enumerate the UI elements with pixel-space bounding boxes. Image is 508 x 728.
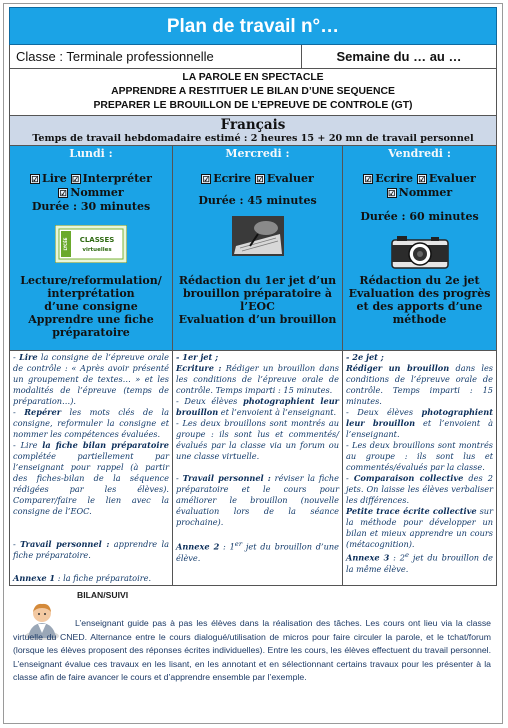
checkbox-icon: ☑ [71,174,80,184]
task-list [343,172,496,224]
activity-line: Lecture/reformulation/ [20,274,162,287]
detail-paragraph: - Lire la fiche bilan préparatoire complétée partiellement par l’enseignant pour rappel (à partir des fiches-bilan de la séquence rédigées par les élèves). Comparer/faire le lien avec la consigne de l’EOC. [13,440,169,516]
task: Lire [42,172,67,185]
checkbox-icon: ☑ [418,174,426,184]
bilan-section [9,586,497,706]
activity-line: interprétation [47,287,135,300]
task: Interpréter [82,172,152,185]
activity-line: brouillon préparatoire à [182,287,333,300]
activity-line: et des apports d’une [356,300,483,313]
day-column-vendredi [343,146,496,350]
logo-text-top: CLASSES [79,236,115,244]
task: Ecrire [213,172,252,185]
day-columns [9,146,497,350]
detail-paragraph: - Comparaison collective des 2 jets. On laisse les élèves verbaliser les différences. [346,473,494,505]
checkbox-icon: ☑ [388,188,396,198]
detail-paragraph: - Repérer les mots clés de la consigne, reformuler la consigne et nommer les compétences évaluées. [13,407,170,439]
detail-paragraph: - Lire la consigne de l’épreuve orale de contrôle : « Après avoir présenté un groupement de textes… » et les modalités de l’épreuve (temps de préparation…). [13,352,169,406]
subject-banner [9,115,497,146]
detail-paragraph: - Deux élèves photographient leur brouillon et l’envoient à l’enseignant. [346,407,493,439]
day-label: Lundi : [69,147,113,160]
logo-side-text: LYCÉE [63,237,68,251]
detail-paragraph: - 2e jet ; [346,352,384,362]
activity-line: méthode [392,313,447,326]
activity-line: Evaluation des progrès [348,287,491,300]
detail-paragraph: Petite trace écrite collective sur la méthode pour développer un bilan et mieux apprendre un cours (métacognition). [346,506,493,549]
detail-lundi [10,351,173,585]
week-label: Semaine du … au … [336,49,462,64]
detail-paragraph: - Deux élèves photographient leur brouillon et l’envoient à l’enseignant. [176,396,339,417]
day-column-mercredi [173,146,343,350]
classes-virtuelles-logo-icon [55,225,127,263]
detail-paragraph: Rédiger un brouillon dans les conditions de l’épreuve orale de contrôle. Temps imparti : 15 minutes. [346,363,493,406]
checkbox-icon: ☑ [31,174,39,184]
checkbox-icon: ☑ [202,174,210,184]
checkbox-icon: ☑ [256,174,264,184]
activity-summary [343,274,496,326]
activity-line: Apprendre une fiche [28,313,154,326]
heading-line: LA PAROLE EN SPECTACLE [182,72,324,83]
task-list [173,172,342,208]
activity-summary [173,274,342,326]
class-row [9,45,497,69]
heading-line: PREPARER LE BROUILLON DE L’EPREUVE DE CONTROLE (GT) [93,100,413,111]
detail-paragraph: - Travail personnel : apprendre la fiche préparatoire. [13,539,169,560]
duration: Durée : 60 minutes [360,210,479,223]
activity-line: Rédaction du 2e jet [359,274,480,287]
bilan-text: L’enseignant guide pas à pas les élèves dans la réalisation des tâches. Les cours ont lieu via la classe virtuelle du CNED. Alternance entre le cours dialogué/utilisation de micros pour faire circuler la parole, et le tchat/forum (lorsque les élèves proposent des réponses écrites individuelles). Entre les cours, les élèves effectuent du travail personnel. L’enseignant évalue ces travaux en les lisant, en les annotant et en sélectionnant certains travaux pour les présenter à la classe afin de faire avancer le cours et d’apprendre ensemble par l’exemple. [13,618,491,683]
checkbox-icon: ☑ [364,174,372,184]
task: Evaluer [428,172,476,185]
detail-paragraph: - Les deux brouillons sont montrés au groupe : ils sont lus et commentés/évalués par la classe. [346,440,493,472]
detail-vendredi [343,351,496,585]
activity-line: Rédaction du 1er jet d’un [178,274,337,287]
detail-paragraph: - 1er jet ; [176,352,219,362]
logo-text-bottom: virtuelles [82,247,112,253]
activity-line: d’une consigne [44,300,138,313]
class-label: Classe : Terminale professionnelle [10,45,302,68]
activity-line: Evaluation d’un brouillon [178,313,337,326]
day-column-lundi [10,146,173,350]
writing-hand-photo-icon [232,216,284,256]
detail-paragraph: - Travail personnel : réviser la fiche préparatoire et le cours pour améliorer le brouillon (nouvelle évaluation lors de la séance prochaine). [176,473,339,527]
camera-icon [391,234,449,270]
activity-line: l’EOC [240,300,275,313]
detail-paragraph: Annexe 1 : la fiche préparatoire. [13,573,152,583]
weekly-time: Temps de travail hebdomadaire estimé : 2 heures 15 + 20 mn de travail personnel [32,133,474,144]
detail-mercredi [173,351,343,585]
subject-name: Français [220,117,286,133]
task: Ecrire [375,172,414,185]
work-plan [9,7,497,706]
task: Nommer [70,186,124,199]
detail-paragraph: Annexe 3 : 2e jet du brouillon de la même élève. [346,551,493,574]
sequence-headings [9,69,497,115]
day-label: Vendredi : [388,147,451,160]
task: Nommer [398,186,453,199]
detail-paragraph: - Les deux brouillons sont montrés au groupe : ils sont lus et commentés/évalués par la classe via un forum ou une classe virtuelle. [176,418,339,461]
task-list [10,172,172,214]
page-title: Plan de travail n°… [9,7,497,45]
detail-paragraph: Annexe 2 : 1er jet du brouillon d’une élève. [176,540,339,563]
checkbox-icon: ☑ [59,188,67,198]
detail-paragraph: Ecriture : Rédiger un brouillon dans les conditions de l’épreuve orale de contrôle. Temps imparti : 15 minutes. [176,363,340,395]
activity-line: préparatoire [52,326,130,339]
duration: Durée : 30 minutes [31,200,151,213]
heading-line: APPRENDRE A RESTITUER LE BILAN D’UNE SEQUENCE [111,86,395,97]
day-label: Mercredi : [225,147,290,160]
duration: Durée : 45 minutes [198,194,317,207]
task: Evaluer [266,172,314,185]
activity-summary [10,274,172,339]
detail-columns [9,350,497,586]
bilan-title: BILAN/SUIVI [77,590,129,600]
